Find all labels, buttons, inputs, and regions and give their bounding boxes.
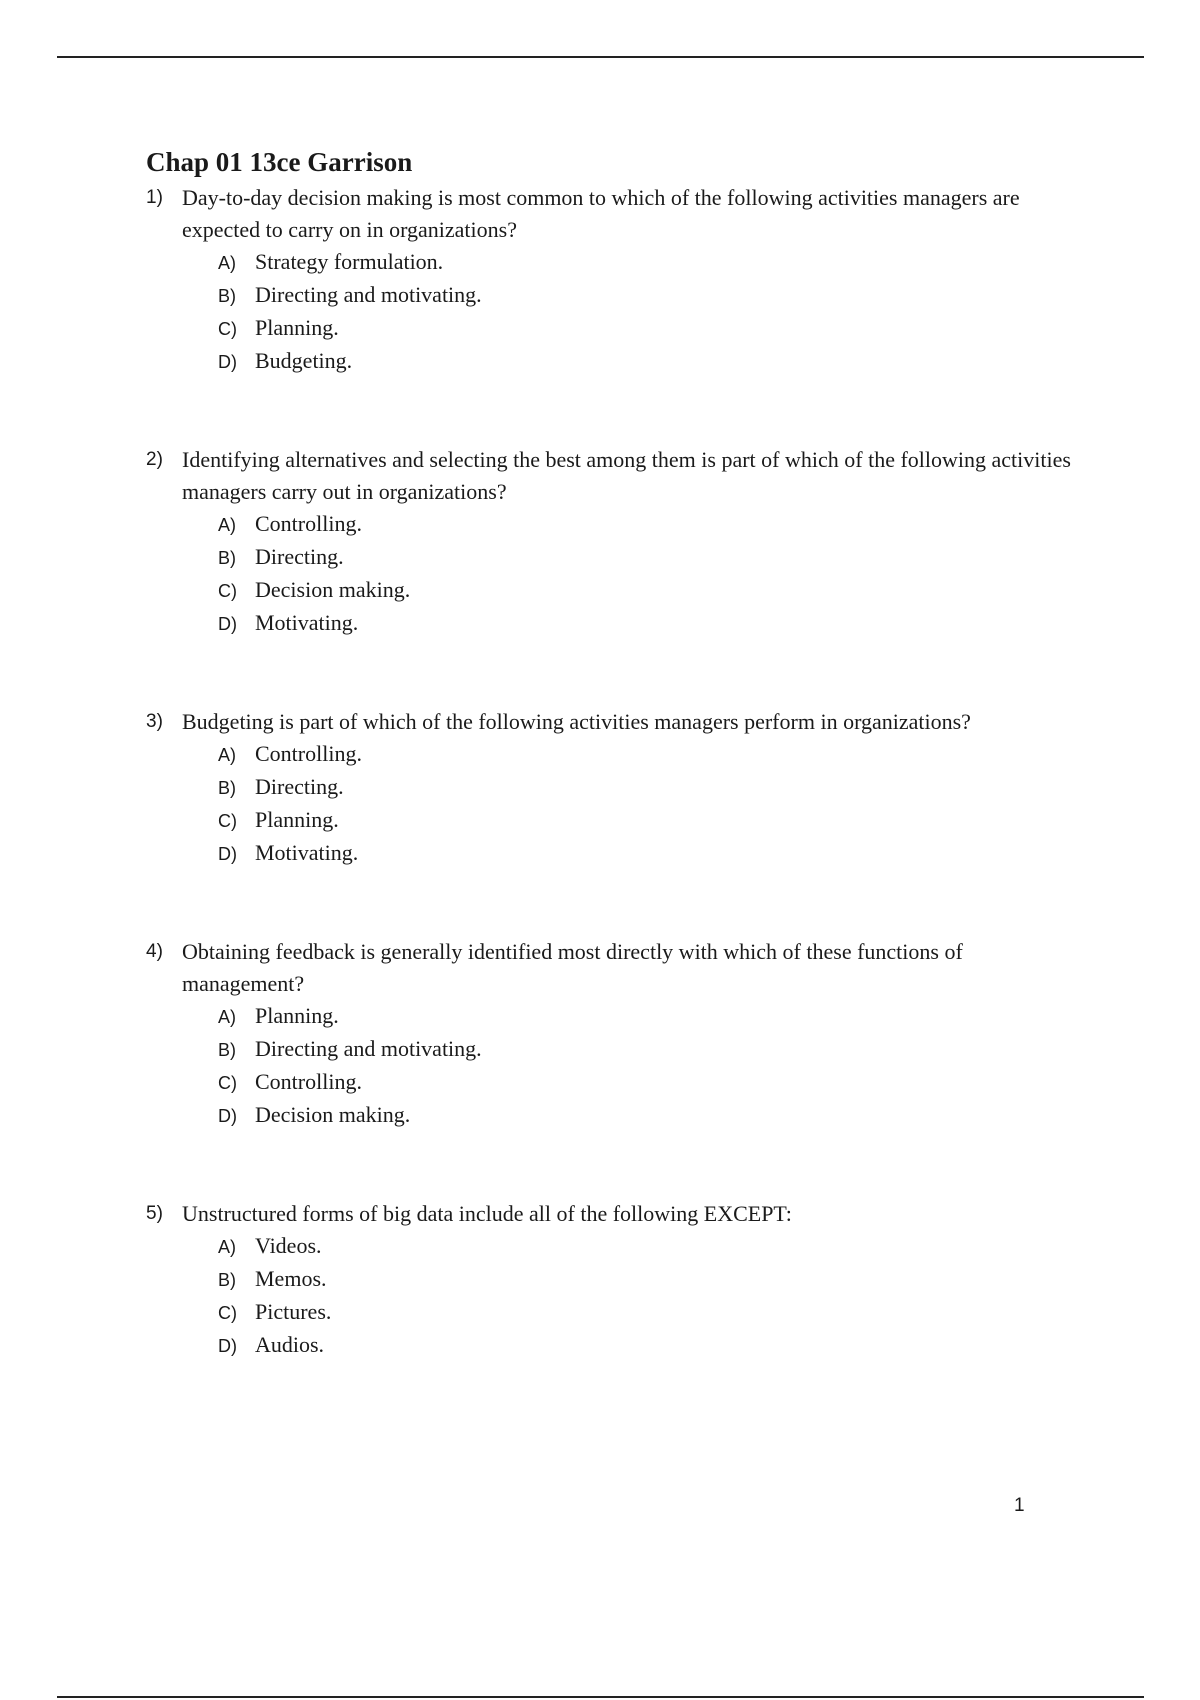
- question-list: [146, 182, 1086, 1362]
- option-text: Budgeting.: [255, 348, 353, 373]
- option-text: Pictures.: [255, 1299, 332, 1324]
- page-number: 1: [1014, 1495, 1025, 1516]
- answer-options: [146, 246, 1086, 378]
- option-text: Directing.: [255, 774, 344, 799]
- question-5-option-4: [218, 1329, 1086, 1362]
- top-rule: [57, 56, 1144, 58]
- question-2-option-2: [218, 541, 1086, 574]
- question-5-option-3: [218, 1296, 1086, 1329]
- option-letter: C): [218, 319, 237, 339]
- option-text: Planning.: [255, 315, 339, 340]
- question-5-option-1: [218, 1230, 1086, 1263]
- option-text: Controlling.: [255, 741, 362, 766]
- question-text: Budgeting is part of which of the following activities managers perform in organizations?: [182, 709, 971, 734]
- option-text: Directing and motivating.: [255, 282, 482, 307]
- question-text: Obtaining feedback is generally identified most directly with which of these functions of management?: [182, 939, 963, 996]
- option-text: Decision making.: [255, 577, 411, 602]
- option-letter: A): [218, 253, 236, 273]
- option-letter: B): [218, 286, 236, 306]
- option-text: Directing.: [255, 544, 344, 569]
- option-letter: A): [218, 745, 236, 765]
- option-letter: C): [218, 581, 237, 601]
- option-letter: A): [218, 515, 236, 535]
- option-letter: D): [218, 1106, 237, 1126]
- question-3-option-2: [218, 771, 1086, 804]
- option-text: Strategy formulation.: [255, 249, 444, 274]
- question-stem: [146, 444, 1086, 508]
- bottom-rule: [57, 1696, 1144, 1698]
- question-1-option-4: [218, 345, 1086, 378]
- option-letter: C): [218, 811, 237, 831]
- question-3-option-4: [218, 837, 1086, 870]
- question-2-option-4: [218, 607, 1086, 640]
- question-text: Identifying alternatives and selecting the best among them is part of which of the following activities managers carry out in organizations?: [182, 447, 1071, 504]
- option-letter: A): [218, 1237, 236, 1257]
- question-number: 4): [146, 941, 163, 962]
- question-text: Day-to-day decision making is most common to which of the following activities managers are expected to carry on in organizations?: [182, 185, 1020, 242]
- question-stem: [146, 182, 1086, 246]
- option-letter: D): [218, 844, 237, 864]
- option-letter: B): [218, 1270, 236, 1290]
- question-stem: [146, 936, 1086, 1000]
- question-1-option-1: [218, 246, 1086, 279]
- question-1-option-2: [218, 279, 1086, 312]
- option-text: Controlling.: [255, 511, 362, 536]
- answer-options: [146, 738, 1086, 870]
- option-letter: D): [218, 614, 237, 634]
- question-3-option-3: [218, 804, 1086, 837]
- option-text: Motivating.: [255, 610, 359, 635]
- question-3-option-1: [218, 738, 1086, 771]
- option-letter: D): [218, 352, 237, 372]
- page-content: [146, 144, 1086, 1428]
- question-text: Unstructured forms of big data include all of the following EXCEPT:: [182, 1201, 792, 1226]
- option-text: Memos.: [255, 1266, 327, 1291]
- question-number: 3): [146, 711, 163, 732]
- question-1-option-3: [218, 312, 1086, 345]
- option-letter: C): [218, 1073, 237, 1093]
- question-5: [146, 1198, 1086, 1362]
- answer-options: [146, 1230, 1086, 1362]
- question-4-option-1: [218, 1000, 1086, 1033]
- question-stem: [146, 1198, 1086, 1230]
- question-2-option-3: [218, 574, 1086, 607]
- option-letter: D): [218, 1336, 237, 1356]
- document-title: Chap 01 13ce Garrison: [146, 147, 413, 177]
- question-4-option-4: [218, 1099, 1086, 1132]
- option-text: Controlling.: [255, 1069, 362, 1094]
- option-letter: B): [218, 548, 236, 568]
- option-letter: C): [218, 1303, 237, 1323]
- option-letter: B): [218, 1040, 236, 1060]
- question-3: [146, 706, 1086, 870]
- question-1: [146, 182, 1086, 378]
- question-5-option-2: [218, 1263, 1086, 1296]
- option-text: Audios.: [255, 1332, 325, 1357]
- option-text: Planning.: [255, 1003, 339, 1028]
- option-text: Decision making.: [255, 1102, 411, 1127]
- question-4-option-3: [218, 1066, 1086, 1099]
- question-4: [146, 936, 1086, 1132]
- answer-options: [146, 508, 1086, 640]
- option-text: Motivating.: [255, 840, 359, 865]
- option-text: Directing and motivating.: [255, 1036, 482, 1061]
- question-number: 2): [146, 449, 163, 470]
- option-text: Planning.: [255, 807, 339, 832]
- option-text: Videos.: [255, 1233, 322, 1258]
- question-4-option-2: [218, 1033, 1086, 1066]
- question-number: 1): [146, 187, 163, 208]
- question-2-option-1: [218, 508, 1086, 541]
- option-letter: B): [218, 778, 236, 798]
- question-2: [146, 444, 1086, 640]
- question-stem: [146, 706, 1086, 738]
- question-number: 5): [146, 1203, 163, 1224]
- answer-options: [146, 1000, 1086, 1132]
- option-letter: A): [218, 1007, 236, 1027]
